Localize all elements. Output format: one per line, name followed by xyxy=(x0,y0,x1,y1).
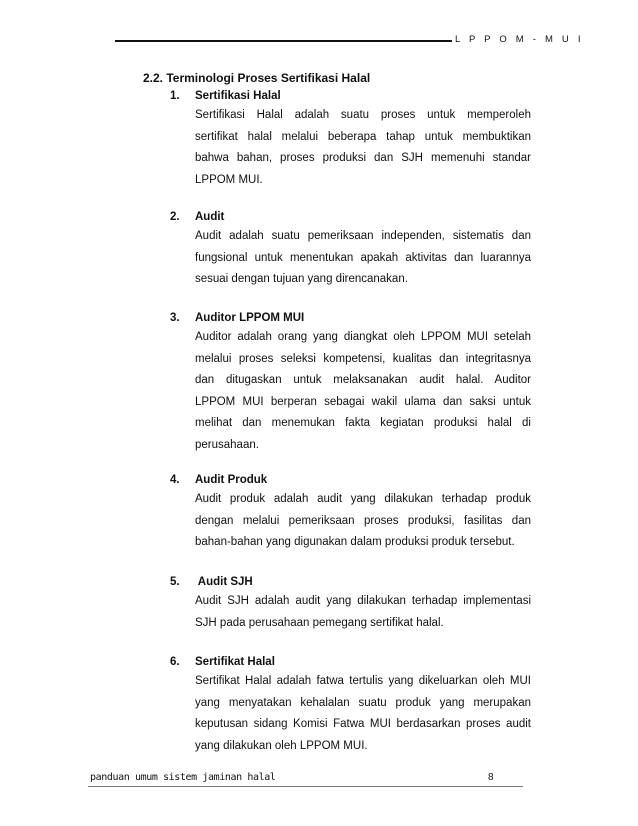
definition-line: bahwa bahan, proses produksi dan SJH memenuhi standar xyxy=(195,152,531,165)
term-title: Audit xyxy=(195,211,225,223)
definition-line: Audit adalah suatu pemeriksaan independen, sistematis dan xyxy=(195,230,531,242)
term-definition xyxy=(195,327,531,457)
definition-line: perusahaan. xyxy=(195,438,259,451)
definition-line: dan ditugaskan untuk melaksanakan audit halal. Auditor xyxy=(195,374,531,387)
term-number: 1. xyxy=(170,90,180,102)
term-number: 2. xyxy=(170,211,180,223)
definition-line: LPPOM MUI berperan sebagai wakil ulama dan saksi untuk xyxy=(195,395,531,408)
term-definition xyxy=(195,226,531,291)
header-rule xyxy=(115,40,452,42)
definition-line: melalui proses seleksi kompetensi, kualitas dan integritasnya xyxy=(195,352,531,365)
definition-line: Sertifikasi Halal adalah suatu proses untuk memperoleh xyxy=(195,109,531,121)
term-number: 6. xyxy=(170,656,180,668)
definition-line: sertifikat halal melalui beberapa tahap untuk membuktikan xyxy=(195,130,531,143)
definition-line: SJH pada perusahaan pemegang sertifikat halal. xyxy=(195,616,444,629)
footer-rule xyxy=(88,786,523,787)
definition-line: Audit SJH adalah audit yang dilakukan terhadap implementasi xyxy=(195,595,531,607)
term-title: Sertifikat Halal xyxy=(195,656,275,668)
definition-line: fungsional untuk menentukan apakah aktivitas dan luarannya xyxy=(195,251,531,264)
definition-line: keputusan sidang Komisi Fatwa MUI berdasarkan proses audit xyxy=(195,718,531,731)
term-number: 5. xyxy=(170,576,180,588)
definition-line: yang menyatakan kehalalan suatu produk yang merupakan xyxy=(195,696,531,709)
definition-line: Sertifikat Halal adalah fatwa tertulis yang dikeluarkan oleh MUI xyxy=(195,675,531,687)
term-number: 3. xyxy=(170,312,180,324)
term-definition xyxy=(195,671,531,757)
header-text: L P P O M - M U I xyxy=(455,34,584,45)
term-title: Auditor LPPOM MUI xyxy=(195,312,305,324)
page-number: 8 xyxy=(488,772,494,783)
definition-line: Audit produk adalah audit yang dilakukan terhadap produk xyxy=(195,493,531,505)
term-definition xyxy=(195,591,531,634)
definition-line: yang dilakukan oleh LPPOM MUI. xyxy=(195,739,368,752)
definition-line: bahan-bahan yang digunakan dalam produksi produk tersebut. xyxy=(195,536,515,549)
term-definition xyxy=(195,105,531,191)
term-title: Sertifikasi Halal xyxy=(195,90,281,102)
term-number: 4. xyxy=(170,474,180,486)
term-title: Audit Produk xyxy=(195,474,268,486)
definition-line: melihat dan menemukan fakta kegiatan produksi halal di xyxy=(195,417,531,430)
term-definition xyxy=(195,489,531,554)
footer-text: panduan umum sistem jaminan halal xyxy=(90,772,276,783)
section-title: 2.2. Terminologi Proses Sertifikasi Halal xyxy=(143,71,371,85)
term-title: Audit SJH xyxy=(195,576,253,588)
definition-line: Auditor adalah orang yang diangkat oleh LPPOM MUI setelah xyxy=(195,331,531,343)
definition-line: dengan melalui pemeriksaan proses produksi, fasilitas dan xyxy=(195,514,531,527)
definition-line: LPPOM MUI. xyxy=(195,173,263,186)
definition-line: sesuai dengan tujuan yang direncanakan. xyxy=(195,273,408,286)
